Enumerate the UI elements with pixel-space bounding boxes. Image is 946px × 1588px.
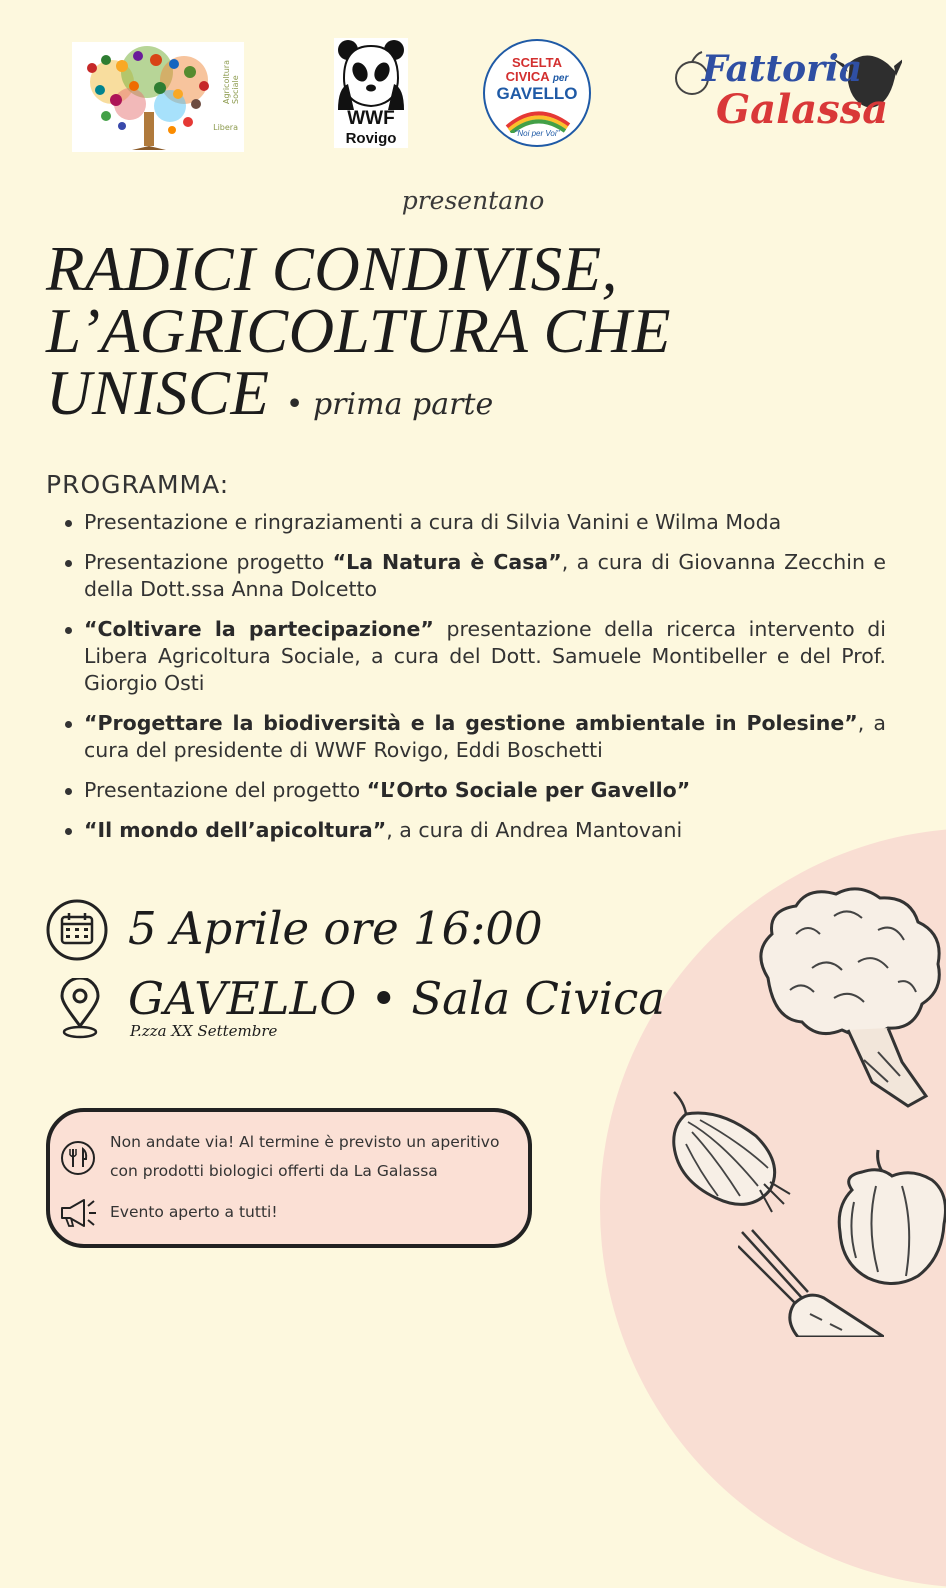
scelta-civica-gavello-logo (483, 39, 591, 147)
program-item-text: presentazione della ricerca intervento di Libera Agricoltura Sociale, a cura del Dott. Samuele Montibeller e del Prof. Giorgio Osti (84, 617, 886, 695)
presentano-text: presentano (401, 186, 545, 215)
tree-illustration (72, 42, 244, 152)
scelta-word: SCELTA (511, 55, 563, 70)
program-item-title: “L’Orto Sociale per Gavello” (366, 778, 691, 802)
galassa-word: Galassa (716, 86, 889, 133)
program-item (84, 710, 886, 764)
civica-text: CIVICA (505, 69, 550, 84)
gavello-word: GAVELLO (496, 84, 578, 103)
cutlery-icon (60, 1140, 96, 1176)
libera-agricoltura-sociale-logo (72, 42, 244, 152)
title-line-2: L’AGRICOLTURA CHE (46, 296, 672, 366)
program-heading: PROGRAMMA: (46, 470, 230, 499)
notice-line-3: Evento aperto a tutti! (110, 1203, 278, 1221)
location-pin-icon (58, 978, 102, 1042)
fattoria-word: Fattoria (702, 48, 863, 90)
wwf-wordmark: WWF (347, 108, 395, 129)
onion-illustration (660, 1086, 792, 1218)
program-item-title: “Coltivare la partecipazione” (84, 617, 434, 641)
program-item (84, 777, 886, 804)
calendar-icon (46, 899, 108, 961)
program-list (84, 509, 886, 857)
program-item (84, 616, 886, 697)
fattoria-galassa-logo (672, 42, 902, 154)
event-place: GAVELLO • Sala Civica (128, 972, 666, 1025)
aperitivo-notice (46, 1108, 532, 1248)
notice-line-2: con prodotti biologici offerti da La Galassa (110, 1162, 438, 1180)
carrot-illustration (738, 1228, 884, 1337)
program-item-title: “La Natura è Casa” (332, 550, 562, 574)
event-title (46, 234, 672, 436)
scelta-motto: "Noi per Voi" (514, 129, 560, 138)
title-line-1: RADICI CONDIVISE, (46, 234, 618, 304)
libera-caption: Agricoltura Sociale (222, 60, 240, 104)
libera-name: Libera (213, 123, 238, 132)
cauliflower-illustration (738, 882, 946, 1114)
title-subtitle: • prima parte (285, 387, 494, 422)
megaphone-icon (58, 1194, 100, 1230)
program-item (84, 509, 886, 536)
event-address: P.zza XX Settembre (130, 1022, 278, 1040)
program-item-text: Presentazione del progetto (84, 778, 367, 802)
program-item (84, 549, 886, 603)
notice-line-1: Non andate via! Al termine è previsto un aperitivo (110, 1133, 500, 1151)
program-item-text: Presentazione progetto (84, 550, 333, 574)
wwf-rovigo-logo (334, 38, 408, 148)
wwf-location: Rovigo (345, 130, 397, 147)
program-item-text: , a cura di Giovanna Zecchin e della Dott.ssa Anna Dolcetto (84, 550, 886, 601)
program-item-title: “Il mondo dell’apicoltura” (84, 818, 387, 842)
program-item-text: , a cura del presidente di WWF Rovigo, Eddi Boschetti (84, 711, 886, 762)
program-item-title: “Progettare la biodiversità e la gestione ambientale in Polesine” (84, 711, 858, 735)
title-unisce: UNISCE (46, 358, 270, 428)
per-text: per (552, 73, 569, 84)
sponsor-logos (0, 38, 946, 158)
event-date: 5 Aprile ore 16:00 (128, 902, 543, 955)
program-item-text: Presentazione e ringraziamenti a cura di Silvia Vanini e Wilma Moda (84, 510, 782, 534)
civica-word (485, 69, 589, 84)
program-item-text: , a cura di Andrea Mantovani (386, 818, 683, 842)
panda-icon (334, 38, 408, 110)
title-line-3 (46, 358, 671, 436)
program-item (84, 817, 886, 844)
